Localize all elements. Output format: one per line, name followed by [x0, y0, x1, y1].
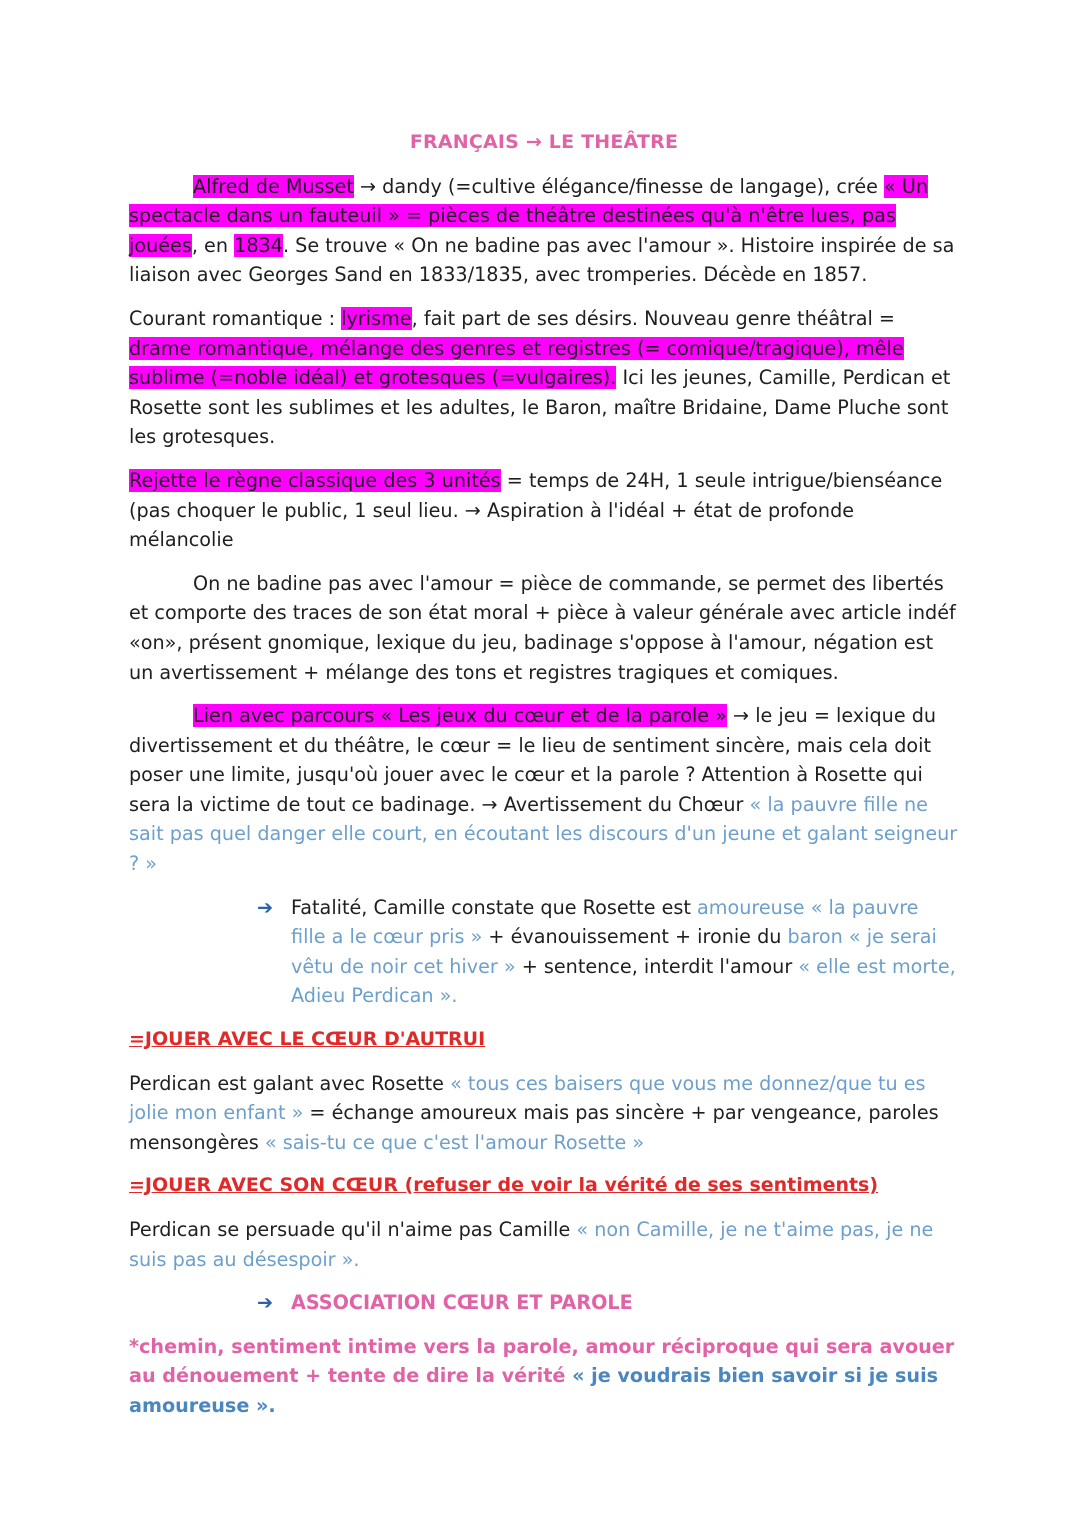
text: *chemin, sentiment intime vers la parole, amour réciproque qui sera avouer au dénouement + tente de dire la vérité	[129, 1334, 955, 1388]
text: → le jeu = lexique du divertissement et du théâtre, le cœur = le lieu de sentiment sincère, mais cela doit poser une limite, jusqu'où jouer avec le cœur et la parole ? Attention à Rosette qui sera la victime de tout ce badinage. → Avertissement du Chœur	[129, 704, 937, 816]
text: = échange amoureux mais pas sincère + par vengeance, paroles mensongères	[129, 1101, 939, 1154]
highlight-musset: Alfred de Musset	[193, 174, 354, 198]
quote-baisers: « tous ces baisers que vous me donnez/que tu es jolie mon enfant »	[129, 1071, 926, 1125]
text: + évanouissement + ironie du	[482, 925, 788, 949]
text: Perdican est galant avec Rosette	[129, 1071, 451, 1095]
text: Ici les jeunes, Camille, Perdican et Rosette sont les sublimes et les adultes, le Baron, maître Bridaine, Dame Pluche sont les grotesques.	[129, 366, 951, 449]
paragraph-parcours	[129, 701, 959, 879]
arrow-right-icon: ➔	[257, 895, 274, 919]
text: Fatalité, Camille constate que Rosette est	[291, 895, 698, 919]
section-heading-autrui: =JOUER AVEC LE CŒUR D'AUTRUI	[129, 1028, 486, 1051]
quote-baron: baron « je serai vêtu de noir cet hiver »	[291, 925, 937, 978]
quote-amoureuse: amoureuse « la pauvre fille a le cœur pris »	[291, 895, 919, 949]
text: On ne badine pas avec l'amour = pièce de commande, se permet des libertés et comporte des traces de son état moral + pièce à valeur générale avec article indéf «on», présent gnomique, lexique du jeu, badinage s'oppose à l'amour, négation est un avertissement + mélange des tons et registres tragiques et comiques.	[129, 571, 956, 684]
arrow-right-icon: ➔	[257, 1291, 274, 1315]
paragraph-unites	[129, 466, 959, 555]
text: → dandy (=cultive élégance/finesse de langage), crée	[353, 174, 885, 198]
paragraph-romantique	[129, 304, 959, 452]
paragraph-galant	[129, 1069, 959, 1158]
association-label: ASSOCIATION CŒUR ET PAROLE	[291, 1291, 633, 1315]
paragraph-persuade	[129, 1215, 959, 1274]
highlight-lyrisme: lyrisme	[341, 306, 412, 330]
paragraph-badine	[129, 569, 959, 687]
arrow-block-fatalite	[257, 893, 959, 1011]
text: , fait part de ses désirs. Nouveau genre théâtral =	[411, 306, 895, 330]
text: Courant romantique :	[129, 306, 342, 330]
highlight-drame: drame romantique, mélange des genres et registres (= comique/tragique), mêle sublime (=noble idéal) et grotesques (=vulgaires).	[129, 336, 904, 390]
section-heading-son-coeur: =JOUER AVEC SON CŒUR (refuser de voir la vérité de ses sentiments)	[129, 1174, 879, 1197]
paragraph-musset	[129, 172, 959, 290]
text: . Se trouve « On ne badine pas avec l'amour ». Histoire inspirée de sa liaison avec Georges Sand en 1833/1835, avec tromperies. Décède en 1857.	[129, 233, 955, 287]
highlight-year: 1834	[234, 233, 283, 257]
text: Perdican se persuade qu'il n'aime pas Camille	[129, 1218, 577, 1241]
quote-amoureuse-final: « je voudrais bien savoir si je suis amoureuse ».	[129, 1364, 939, 1417]
quote-choeur: « la pauvre fille ne sait pas quel danger elle court, en écoutant les discours d'un jeune et galant seigneur ? »	[129, 792, 958, 876]
highlight-parcours: Lien avec parcours « Les jeux du cœur et de la parole »	[193, 704, 727, 728]
quote-non-camille: « non Camille, je ne t'aime pas, je ne suis pas au désespoir ».	[129, 1218, 934, 1271]
quote-morte: « elle est morte, Adieu Perdican ».	[291, 954, 956, 1008]
text: , en	[191, 233, 235, 257]
text: + sentence, interdit l'amour	[515, 954, 799, 978]
highlight-unites: Rejette le règne classique des 3 unités	[129, 468, 501, 492]
paragraph-fatalite	[291, 893, 959, 1011]
highlight-spectacle: « Un spectacle dans un fauteuil » = pièces de théâtre destinées qu'à n'être lues, pas jouées	[129, 174, 929, 257]
text: = temps de 24H, 1 seule intrigue/bienséance (pas choquer le public, 1 seul lieu. → Aspiration à l'idéal + état de profonde mélancolie	[129, 468, 943, 552]
paragraph-chemin	[129, 1332, 959, 1421]
quote-amour: « sais-tu ce que c'est l'amour Rosette »	[264, 1130, 645, 1154]
association-heading	[257, 1288, 959, 1318]
document-body	[129, 128, 959, 1421]
page-title: FRANÇAIS → LE THEÂTRE	[409, 131, 679, 153]
